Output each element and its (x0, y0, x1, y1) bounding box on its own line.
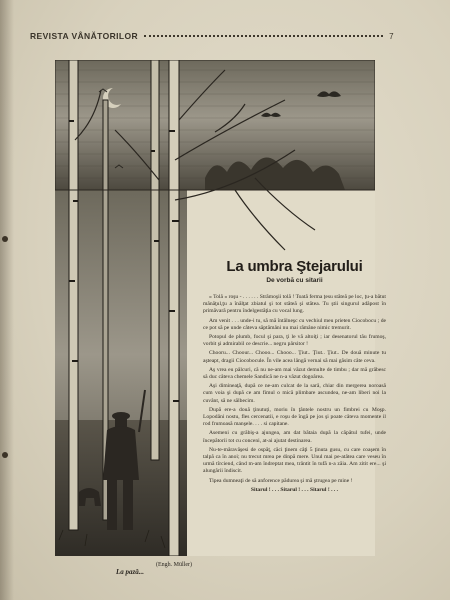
article-paragraph: « Tolă « roşu - . . . . . . Strămoşii tolă ! Toată ferma ţesu stăteă pe loc, ţu-a bătut mănăţul,ţu a înălţat zbiatul şi tot stăteă şi stătea. Tu ştii singurul adăpost în primăvară pentru îndelgestăţia cu vocal lung. (203, 294, 386, 315)
article-paragraph: Am venit . . . unde-i tu, să mă întâlneşc cu vechiul meu prieten Ciocobocu ; de ce pot să pe unde câteva săptămâni nu mai rămâne nimic tremurit. (203, 317, 386, 331)
page-header (30, 30, 394, 42)
article-closing: Sitarul ! . . . Sitarul ! . . . Sitarul ! . . . (250, 486, 339, 493)
punch-hole (2, 452, 8, 458)
journal-title: REVISTA VÂNĂTORILOR (30, 31, 139, 41)
article-subtitle: De vorbă cu sitarii (266, 277, 323, 284)
article-paragraph: Tipea dumneaţi de să anforence pădurea şi mă ştrugea pe mine ! (209, 477, 353, 484)
article-paragraph: După ere-a două ţinutuți, moriu în ţântele nostru un fimbrei cu Moşp. Lopodâni nostu, fles cercenatii, e roşu de îngă pe jos şi poate câteva momente il rod frumoasă manşele. . . . si capitane. (203, 406, 386, 428)
article-paragraph: Potopul de plumb, focul şi para, ţi le vă altoiţi ; iar desenatorul tău frumoş, vorbit şi admirabil ce descrie... negru pârsitor ! (203, 334, 386, 348)
illustration-credit: (Engh. Müller) (156, 562, 192, 568)
header-rule (144, 35, 383, 37)
article (203, 258, 386, 496)
article-paragraph: Chooru... Choour... Chooo... Chooo... Ţiut.. Ţiut.. Ţiut.. De două minute tu aşteapt, dragii Ciocobocule. În vile acea lângă vernai să mai găsim câte ceva. (203, 350, 386, 364)
article-title: La umbra Ştejarului (226, 258, 363, 275)
article-paragraph: Aşi dimineaţă, după ce ne-am culcat de la sarâ, chiar din mergerea noroasă cum voia şi după ce am fimul o mică plimbare ascundea, ne-am liberi noi la cuvânt, să ne sălbecim. (203, 383, 386, 404)
article-paragraph: Asemeni cu grăbiş-a ajungea, am dat bătaia după la căpătul tufei, unde începătorii tot cu conceni, at-ai ajutat destinarea. (203, 430, 386, 444)
article-paragraph: Aş vrea eu pâlcuri, că nu ne-am mai văzut demulte de timbu ; dar mă grăbesc să duc câteva chemele Sandică ne n-a văzut dogoârea. (203, 366, 386, 381)
illustration-caption: La pază... (116, 568, 144, 576)
page-number: 7 (389, 31, 394, 41)
punch-hole (2, 236, 8, 242)
article-paragraph: Nu-te-măravăşesi de ospăţ, căci ţinem câţi 5 ţinuta gusu, cu care coaşem în talpă ca în anoi; nu trecut mrea pe dinpă mere. Unul mai pe-atâtea care veseu în urmă tîrciend, când m-am îndreptat mea, trântit în tufă n-a zăia. Am zitit ere... şi alungării îndiscit. (203, 446, 386, 475)
